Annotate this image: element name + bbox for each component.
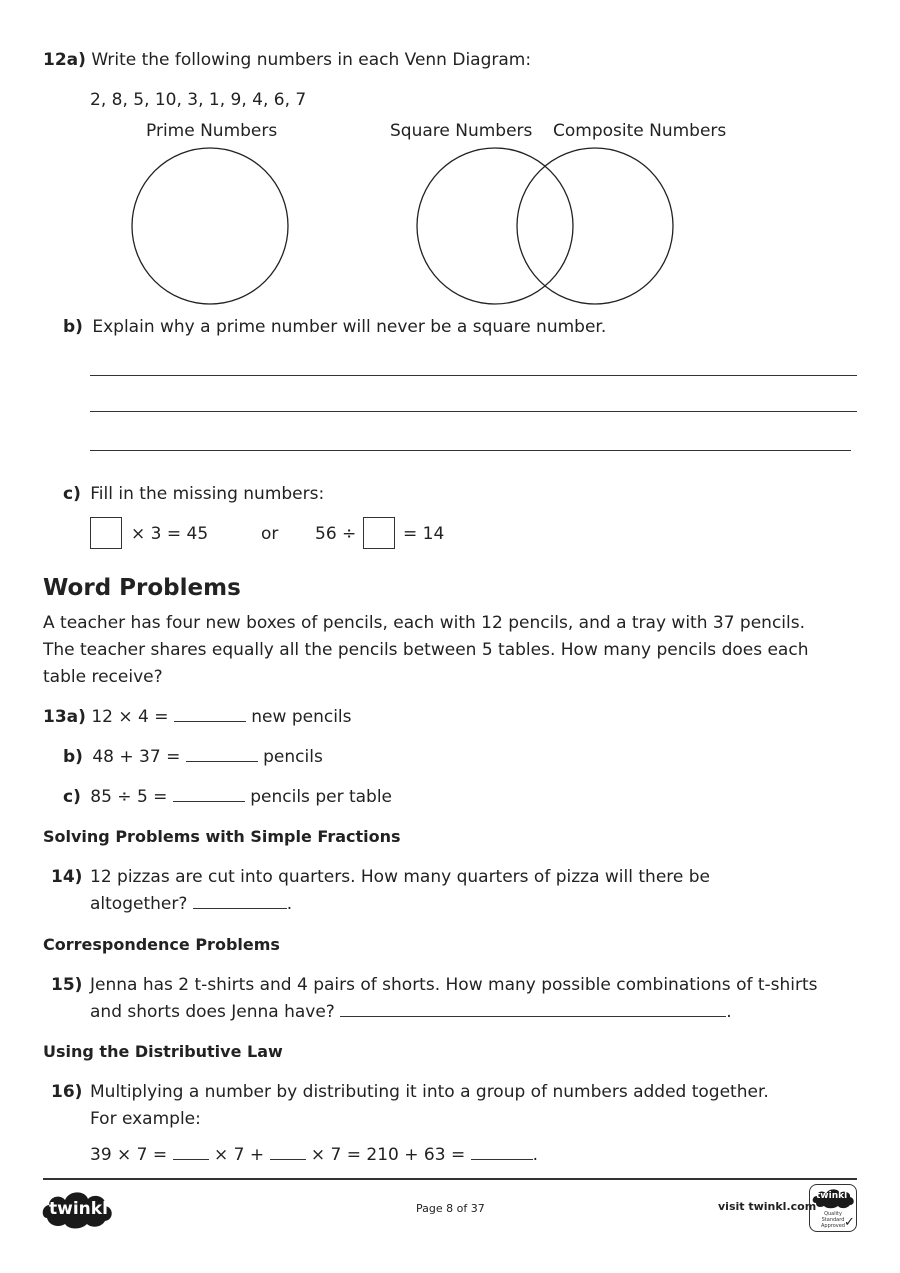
question-13b <box>63 747 323 767</box>
word-problems-heading: Word Problems <box>43 575 241 601</box>
missing-number-box-1[interactable] <box>90 517 122 549</box>
expression: 85 ÷ 5 = <box>90 787 168 807</box>
answer-line-1[interactable] <box>90 375 857 376</box>
correspondence-heading: Correspondence Problems <box>43 935 280 954</box>
question-15-line-2 <box>90 1002 732 1022</box>
question-number: 13a) <box>43 707 86 727</box>
logo-text: twinkl <box>49 1199 108 1219</box>
question-number: 12a) <box>43 50 86 70</box>
unit-text: pencils <box>263 747 323 767</box>
missing-number-box-2[interactable] <box>363 517 395 549</box>
expression: 12 × 4 = <box>91 707 169 727</box>
question-14-line-2 <box>90 894 292 914</box>
venn-label-square: Square Numbers <box>390 121 533 141</box>
question-text: Explain why a prime number will never be a square number. <box>92 317 607 337</box>
equation-2-left: 56 ÷ <box>315 524 357 544</box>
question-text: Fill in the missing numbers: <box>90 484 325 504</box>
paragraph-line-3: table receive? <box>43 667 163 687</box>
answer-blank[interactable] <box>173 787 245 802</box>
answer-blank[interactable] <box>174 707 246 722</box>
question-number: c) <box>63 787 81 807</box>
question-12c <box>63 484 324 504</box>
visit-link[interactable]: visit twinkl.com <box>718 1200 817 1213</box>
composite-circle <box>517 148 673 304</box>
badge-logo-text: twinkl <box>816 1191 848 1201</box>
equation-2-right: = 14 <box>403 524 445 544</box>
period: . <box>532 1145 539 1165</box>
square-circle <box>417 148 573 304</box>
question-16-line-1: Multiplying a number by distributing it into a group of numbers added together. <box>90 1082 769 1102</box>
page-number: Page 8 of 37 <box>416 1202 485 1215</box>
quality-badge <box>809 1184 857 1232</box>
venn-label-prime: Prime Numbers <box>146 121 278 141</box>
fractions-heading: Solving Problems with Simple Fractions <box>43 827 401 846</box>
question-number: c) <box>63 484 81 504</box>
unit-text: new pencils <box>251 707 352 727</box>
question-12b <box>63 317 606 337</box>
expression: × 7 = 210 + 63 = <box>310 1145 466 1165</box>
or-text: or <box>261 524 279 544</box>
answer-blank[interactable] <box>173 1145 209 1160</box>
prime-circle <box>132 148 288 304</box>
answer-line-2[interactable] <box>90 411 857 412</box>
answer-blank[interactable] <box>270 1145 306 1160</box>
question-number: b) <box>63 317 83 337</box>
question-15-line-1: Jenna has 2 t-shirts and 4 pairs of shorts. How many possible combinations of t-shirts <box>90 975 818 995</box>
venn-diagrams <box>0 0 900 320</box>
paragraph-line-2: The teacher shares equally all the pencils between 5 tables. How many pencils does each <box>43 640 809 660</box>
question-14-line-1: 12 pizzas are cut into quarters. How many quarters of pizza will there be <box>90 867 711 887</box>
question-13c <box>63 787 392 807</box>
answer-blank[interactable] <box>186 747 258 762</box>
question-text: altogether? <box>90 894 188 914</box>
answer-line-3[interactable] <box>90 450 851 451</box>
answer-blank[interactable] <box>193 894 287 909</box>
checkmark-icon: ✓ <box>844 1215 855 1230</box>
question-16-line-2: For example: <box>90 1109 201 1129</box>
period: . <box>286 894 293 914</box>
distributive-heading: Using the Distributive Law <box>43 1042 283 1061</box>
period: . <box>726 1002 732 1022</box>
question-15-number: 15) <box>51 975 83 995</box>
answer-blank[interactable] <box>471 1145 533 1160</box>
distributive-equation <box>90 1145 538 1165</box>
answer-blank[interactable] <box>340 1002 726 1017</box>
question-text: and shorts does Jenna have? <box>90 1002 335 1022</box>
unit-text: pencils per table <box>250 787 393 807</box>
question-13a <box>43 707 352 727</box>
venn-label-composite: Composite Numbers <box>553 121 727 141</box>
twinkl-logo[interactable] <box>41 1188 115 1230</box>
expression: 48 + 37 = <box>92 747 181 767</box>
paragraph-line-1: A teacher has four new boxes of pencils, each with 12 pencils, and a tray with 37 pencils. <box>43 613 806 633</box>
question-14-number: 14) <box>51 867 83 887</box>
expression: 39 × 7 = <box>90 1145 168 1165</box>
question-number: b) <box>63 747 83 767</box>
equation-1: × 3 = 45 <box>131 524 209 544</box>
footer-rule <box>43 1178 857 1180</box>
expression: × 7 + <box>213 1145 265 1165</box>
badge-text: Quality Standard Approved <box>821 1211 845 1229</box>
question-text: Write the following numbers in each Venn Diagram: <box>91 50 532 70</box>
question-16-number: 16) <box>51 1082 83 1102</box>
numbers-list: 2, 8, 5, 10, 3, 1, 9, 4, 6, 7 <box>90 90 307 110</box>
